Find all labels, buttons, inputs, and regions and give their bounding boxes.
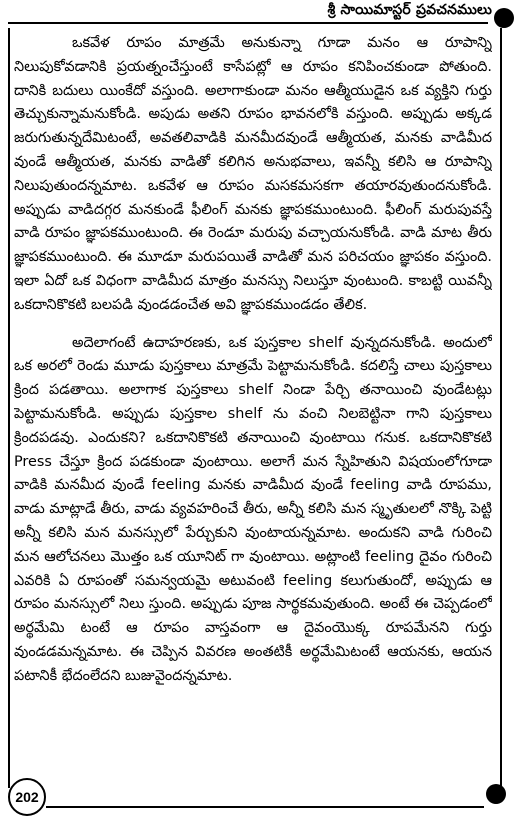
- running-header-title: శ్రీ సాయిమాస్టర్ ప్రవచనములు: [327, 2, 492, 18]
- right-margin-rule: [500, 28, 502, 788]
- header-dot-ornament: [494, 8, 514, 28]
- left-margin-rule: [8, 28, 10, 788]
- footer-rule: [46, 806, 484, 808]
- header-rule: [8, 22, 488, 24]
- paragraph: అదెలాగంటే ఉదాహరణకు, ఒక పుస్తకాల shelf వున్నదనుకోండి. అందులో ఒక అరలో రెండు మూడు పుస్తకాలు మాత్రమే పెట్టామనుకోండి. కదలిస్తే చాలు పుస్తకాలు క్రింద పడతాయి. అలాగాక పుస్తకాలు shelf నిండా పేర్చి తనాయించి వుండేటట్లు పెట్టామనుకోండి. అప్పుడు పుస్తకాల shelf ను వంచి నిలబెట్టినా గాని పుస్తకాలు క్రిందపడవు. ఎందుకని? ఒకదానికొకటి తనాయించి వుంటాయి గనుక. ఒకదానికొకటి Press చేస్తూ క్రింద పడకుండా వుంటాయి. అలాగే మన స్నేహితుని విషయంలోగూడా వాడికి మనమీద వుండే feeling మనకు వాడిమీద వుండే feeling వాడి రూపము, వాడు మాట్లాడే తీరు, వాడు వ్యవహరించే తీరు, అన్నీ కలిసి మన స్మృతులలో నొక్కి పెట్టి అన్నీ కలిసి మన మనస్సులో పేర్చుకుని వుంటాయన్నమాట. అందుకని వాడి గురించి మన ఆలోచనలు మొత్తం ఒక యూనిట్ గా వుంటాయి. అట్లాంటి feeling దైవం గురించి ఎవరికి ఏ రూపంతో సమన్వయమై అటువంటి feeling కలుగుతుందో, అప్పుడు ఆ రూపం మనస్సులో నిలు స్తుంది. అప్పుడు పూజ సార్థకమవుతుంది. అంటే ఈ చెప్పడంలో అర్థమేమి టంటే ఆ రూపం వాస్తవంగా ఆ దైవంయొక్క రూపమేనని గుర్తు వుండడమన్నమాట. ఈ చెప్పిన వివరణ అంతటికీ అర్థమేమిటంటే ఆయనకు, ఆయన పటానికీ భేదంలేదని బుజువైందన్నమాట.: [14, 334, 492, 684]
- page-number: 202: [8, 778, 46, 816]
- footer-dot-ornament: [486, 784, 506, 804]
- body-text: [14, 32, 492, 772]
- paragraph: ఒకవేళ రూపం మాత్రమే అనుకున్నా గూడా మనం ఆ రూపాన్ని నిలుపుకోవడానికి ప్రయత్నంచేస్తుంటే కాసేపట్లో ఆ రూపం కనిపించకుండా పోతుంది. దానికి బదులు యింకేదో వస్తుంది. అలాగాకుండా మనం ఆత్మీయుడైన ఒక వ్యక్తిని గుర్తు తెచ్చుకున్నామనుకోండి. అపుడు అతని రూపం భావనలోకి వస్తుంది. అప్పుడు అక్కడ జరుగుతున్నదేమిటంటే, అవతలివాడికి మనమీదవుండే ఆత్మీయత, మనకు వాడిమీద వుండే ఆత్మీయత, మనకు వాడితో కలిగిన అనుభవాలు, ఇవన్నీ కలిసి ఆ రూపాన్ని నిలుపుతుందన్నమాట. ఒకవేళ ఆ రూపం మసకమసకగా తయారవుతుందనుకోండి. అప్పుడు వాడిదగ్గర మనకుండే ఫీలింగ్ మనకు జ్ఞాపకముంటుంది. ఫీలింగ్ మరుపువస్తే వాడి రూపం జ్ఞాపకముంటుంది. ఈ రెండూ మరుపు వచ్చాయనుకోండి. వాడి మాట తీరు జ్ఞాపకముంటుంది. ఈ మూడూ మరుపయితే వాడితో మన పరిచయం జ్ఞాపకం వస్తుంది. ఇలా ఏదో ఒక విధంగా వాడిమీద మాత్రం మనస్సు నిలుస్తూ వుంటుంది. కాబట్టి యివన్నీ ఒకదానికొకటి బలపడి వుండడంచేత అవి జ్ఞాపకముండడం తేలిక.: [14, 35, 492, 313]
